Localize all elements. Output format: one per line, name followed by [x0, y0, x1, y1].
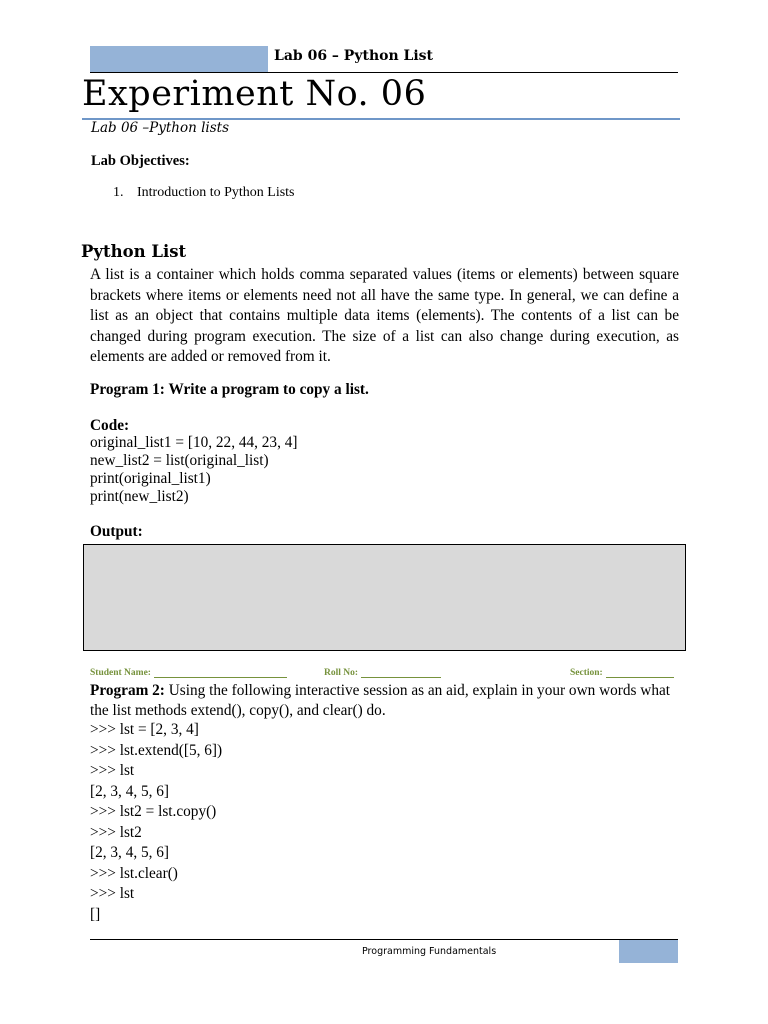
experiment-subtitle: Lab 06 –Python lists	[91, 120, 230, 136]
session-line: >>> lst2	[90, 823, 142, 841]
code-line: print(new_list2)	[90, 488, 189, 505]
student-name-field[interactable]	[90, 668, 287, 678]
roll-no-field[interactable]	[324, 668, 441, 678]
program2-text: Using the following interactive session as an aid, explain in your own words what the list methods extend(), copy(), and clear() do.	[90, 682, 671, 720]
section-field[interactable]	[570, 668, 674, 678]
session-line: [2, 3, 4, 5, 6]	[90, 782, 170, 800]
student-name-line	[154, 668, 287, 678]
output-label: Output:	[90, 523, 143, 540]
section-label: Section:	[570, 668, 603, 678]
section-heading: Python List	[81, 242, 187, 261]
objective-text: Introduction to Python Lists	[137, 185, 295, 200]
section-paragraph: A list is a container which holds comma separated values (items or elements) between square brackets where items or elements need not all have the same type. In general, we can define a list as an object that contains multiple data items (elements). The contents of a list can be changed during program execution. The size of a list can also change during execution, as elements are added or removed from it.	[90, 266, 679, 366]
program1-title: Program 1: Write a program to copy a list.	[90, 381, 369, 398]
session-line: [2, 3, 4, 5, 6]	[90, 844, 170, 861]
footer-text: Programming Fundamentals	[362, 946, 497, 957]
roll-no-line	[361, 668, 441, 678]
session-line: >>> lst.extend([5, 6])	[90, 741, 223, 759]
objectives-heading: Lab Objectives:	[91, 153, 190, 169]
objective-item	[113, 185, 295, 201]
objective-number: 1.	[113, 185, 124, 200]
session-line: >>> lst.clear()	[90, 864, 178, 882]
student-name-label: Student Name:	[90, 668, 151, 678]
output-box[interactable]	[83, 544, 686, 651]
roll-no-label: Roll No:	[324, 668, 359, 678]
interactive-session	[90, 720, 222, 925]
program2-prompt	[90, 681, 679, 722]
code-label: Code:	[90, 417, 130, 434]
session-line: >>> lst = [2, 3, 4]	[90, 721, 199, 738]
code-line: new_list2 = list(original_list)	[90, 452, 269, 469]
session-line: >>> lst2 = lst.copy()	[90, 803, 217, 820]
program2-label: Program 2:	[90, 682, 165, 699]
section-line	[606, 668, 674, 678]
code-line: print(original_list1)	[90, 470, 211, 487]
code-line: original_list1 = [10, 22, 44, 23, 4]	[90, 434, 298, 451]
header-title: Lab 06 – Python List	[274, 48, 434, 64]
header-rule	[90, 72, 678, 73]
session-line: []	[90, 905, 101, 923]
code-block	[90, 434, 297, 506]
session-line: >>> lst	[90, 885, 135, 902]
footer-rule	[90, 939, 678, 940]
experiment-title: Experiment No. 06	[82, 74, 427, 114]
session-line: >>> lst	[90, 762, 135, 779]
footer-accent-bar	[619, 940, 678, 963]
header-accent-bar	[90, 46, 268, 72]
